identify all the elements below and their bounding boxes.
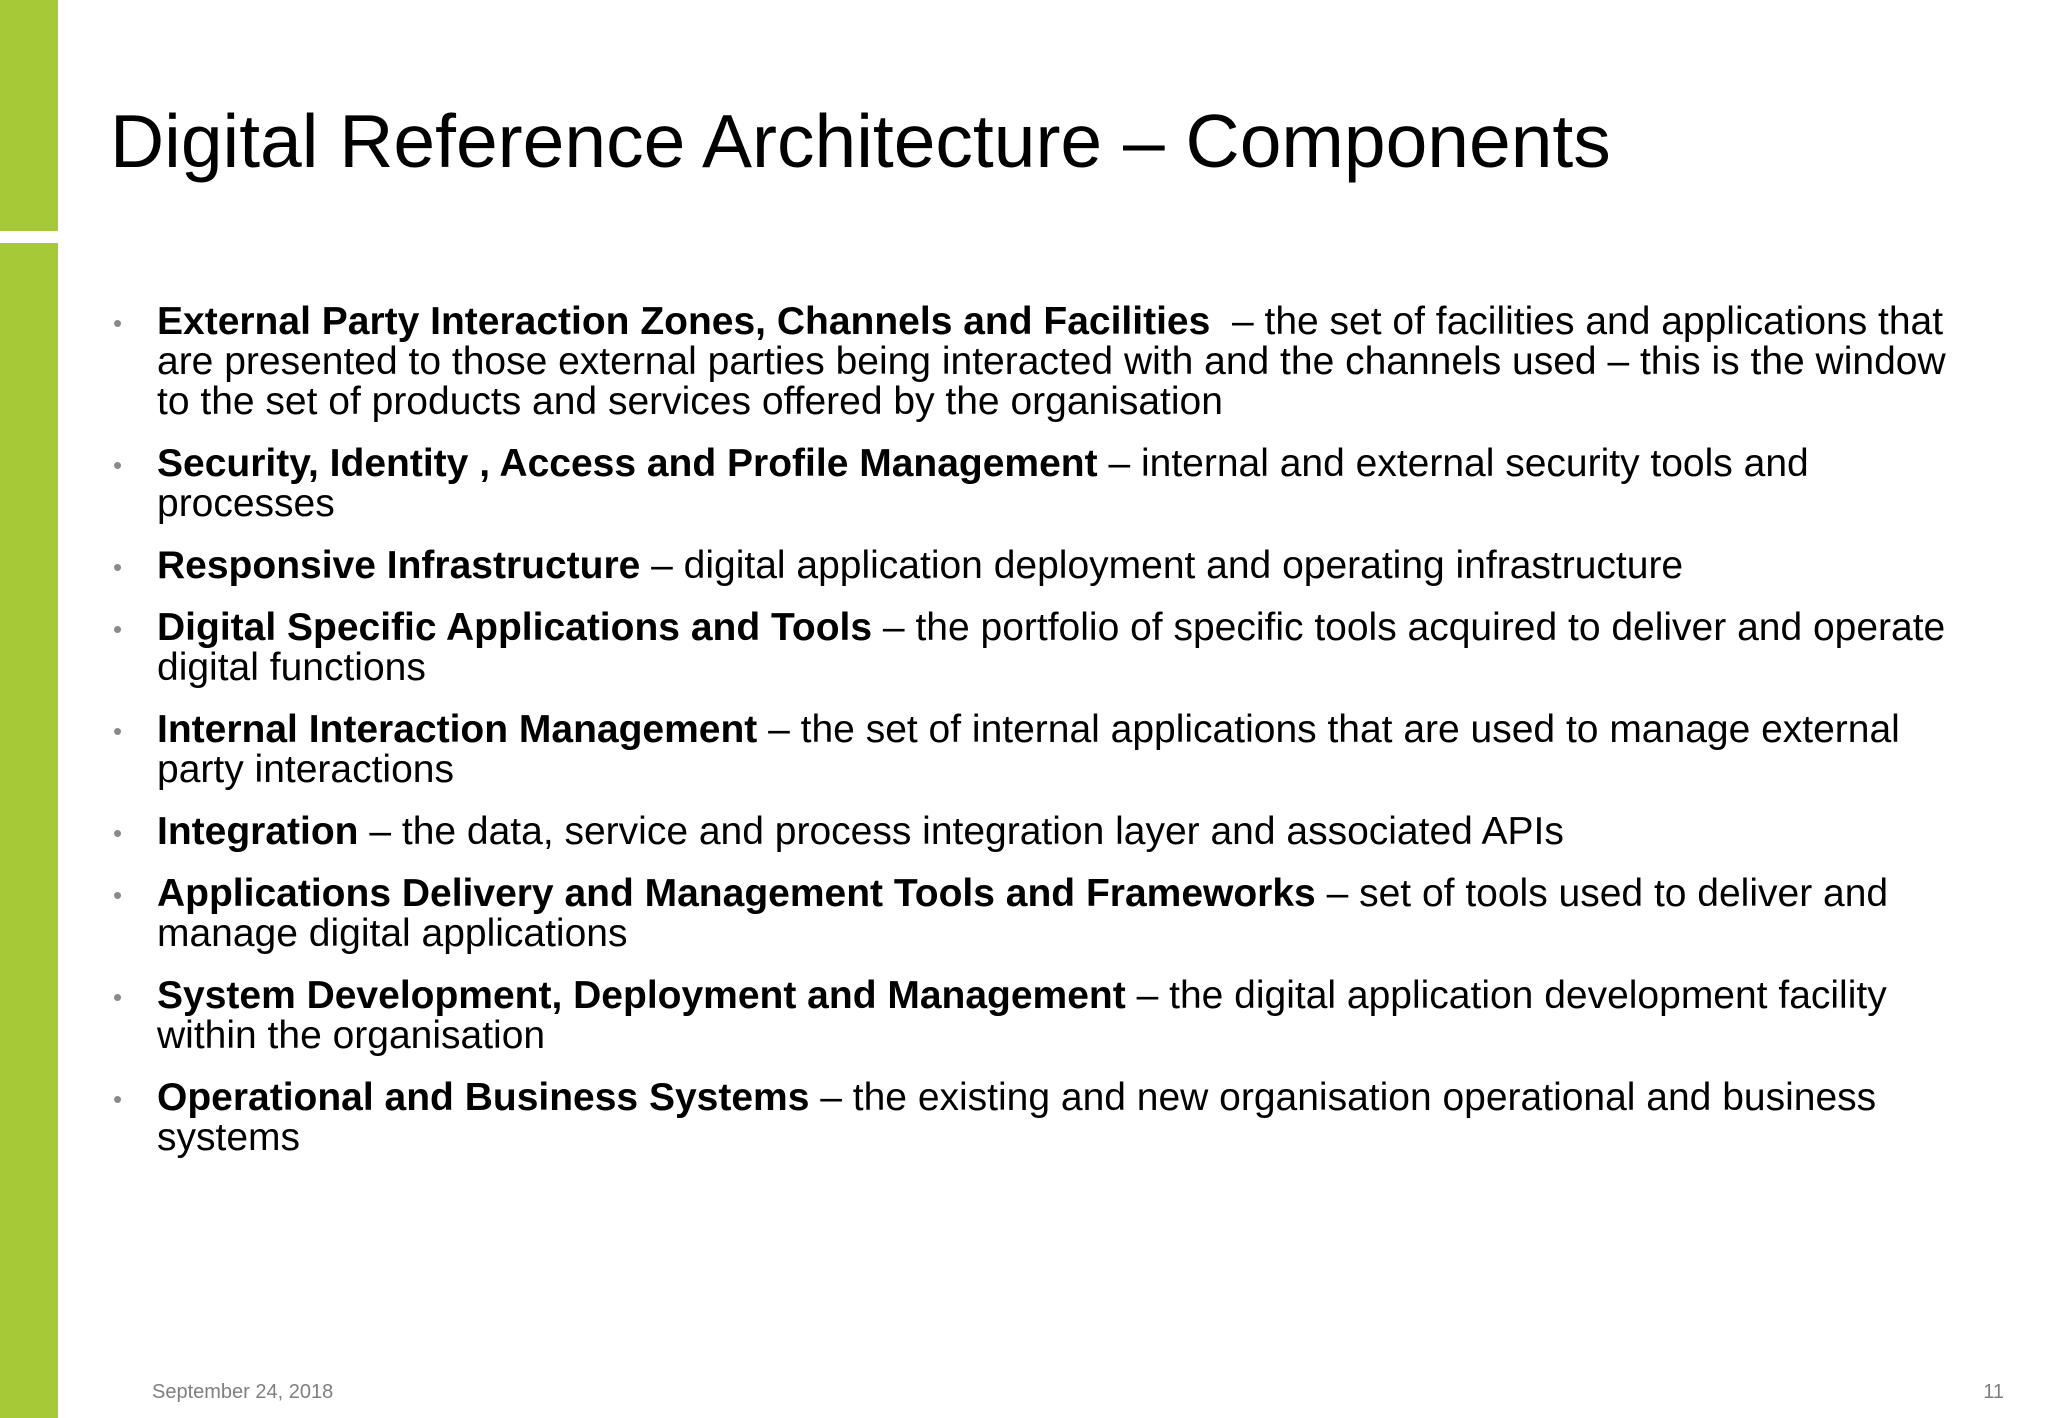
bullet-dot: • [113,716,123,746]
bullet-item-digital-specific-applications [110,608,1970,688]
bullet-item-internal-interaction-management [110,710,1970,790]
bullet-dot: • [113,818,123,848]
bullet-description: – internal and external security tools and processes [157,442,1809,525]
bullet-description: – the set of internal applications that are used to manage external party interactions [157,708,1900,791]
bullet-item-responsive-infrastructure [110,546,1970,586]
bullet-item-integration [110,812,1970,852]
bullet-description: – set of tools used to deliver and manage digital applications [157,872,1889,955]
bullet-dot: • [113,880,123,910]
bullet-term: Applications Delivery and Management Tools and Frameworks [157,872,1316,915]
bullet-item-operational-business-systems [110,1078,1970,1158]
bullet-dot: • [113,308,123,338]
bullet-description: – the existing and new organisation operational and business systems [157,1076,1877,1159]
bullet-item-security-identity [110,444,1970,524]
bullet-term: Security, Identity , Access and Profile Management [157,442,1098,485]
bullet-dot: • [113,1084,123,1114]
bullet-term: External Party Interaction Zones, Channels and Facilities [157,300,1211,343]
bullet-dot: • [113,450,123,480]
footer-date: September 24, 2018 [152,1381,334,1403]
bullet-description: – the set of facilities and applications that are presented to those external parties being interacted with and the channels used – this is the window to the set of products and services offered by the organisation [157,300,1957,423]
bullet-term: Responsive Infrastructure [157,544,641,587]
bullet-dot: • [113,982,123,1012]
bullet-dot: • [113,614,123,644]
bullet-dot: • [113,552,123,582]
accent-bar-top [0,0,58,231]
bullet-term: Internal Interaction Management [157,708,758,751]
bullet-term: Operational and Business Systems [157,1076,810,1119]
bullet-item-external-party-interaction [110,302,1970,422]
component-bullet-list [110,302,1970,1180]
slide-title: Digital Reference Architecture – Components [110,99,1611,183]
bullet-description: – the portfolio of specific tools acquired to deliver and operate digital functions [157,606,1946,689]
bullet-term: System Development, Deployment and Management [157,974,1126,1017]
bullet-description: – digital application deployment and operating infrastructure [640,544,1684,587]
page-number: 11 [1983,1381,2004,1403]
bullet-term: Digital Specific Applications and Tools [157,606,873,649]
bullet-description: – the data, service and process integration layer and associated APIs [358,810,1564,853]
bullet-item-applications-delivery [110,874,1970,954]
bullet-item-system-development [110,976,1970,1056]
bullet-description: – the digital application development facility within the organisation [157,974,1887,1057]
accent-bar-bottom [0,243,58,1418]
bullet-term: Integration [157,810,359,853]
